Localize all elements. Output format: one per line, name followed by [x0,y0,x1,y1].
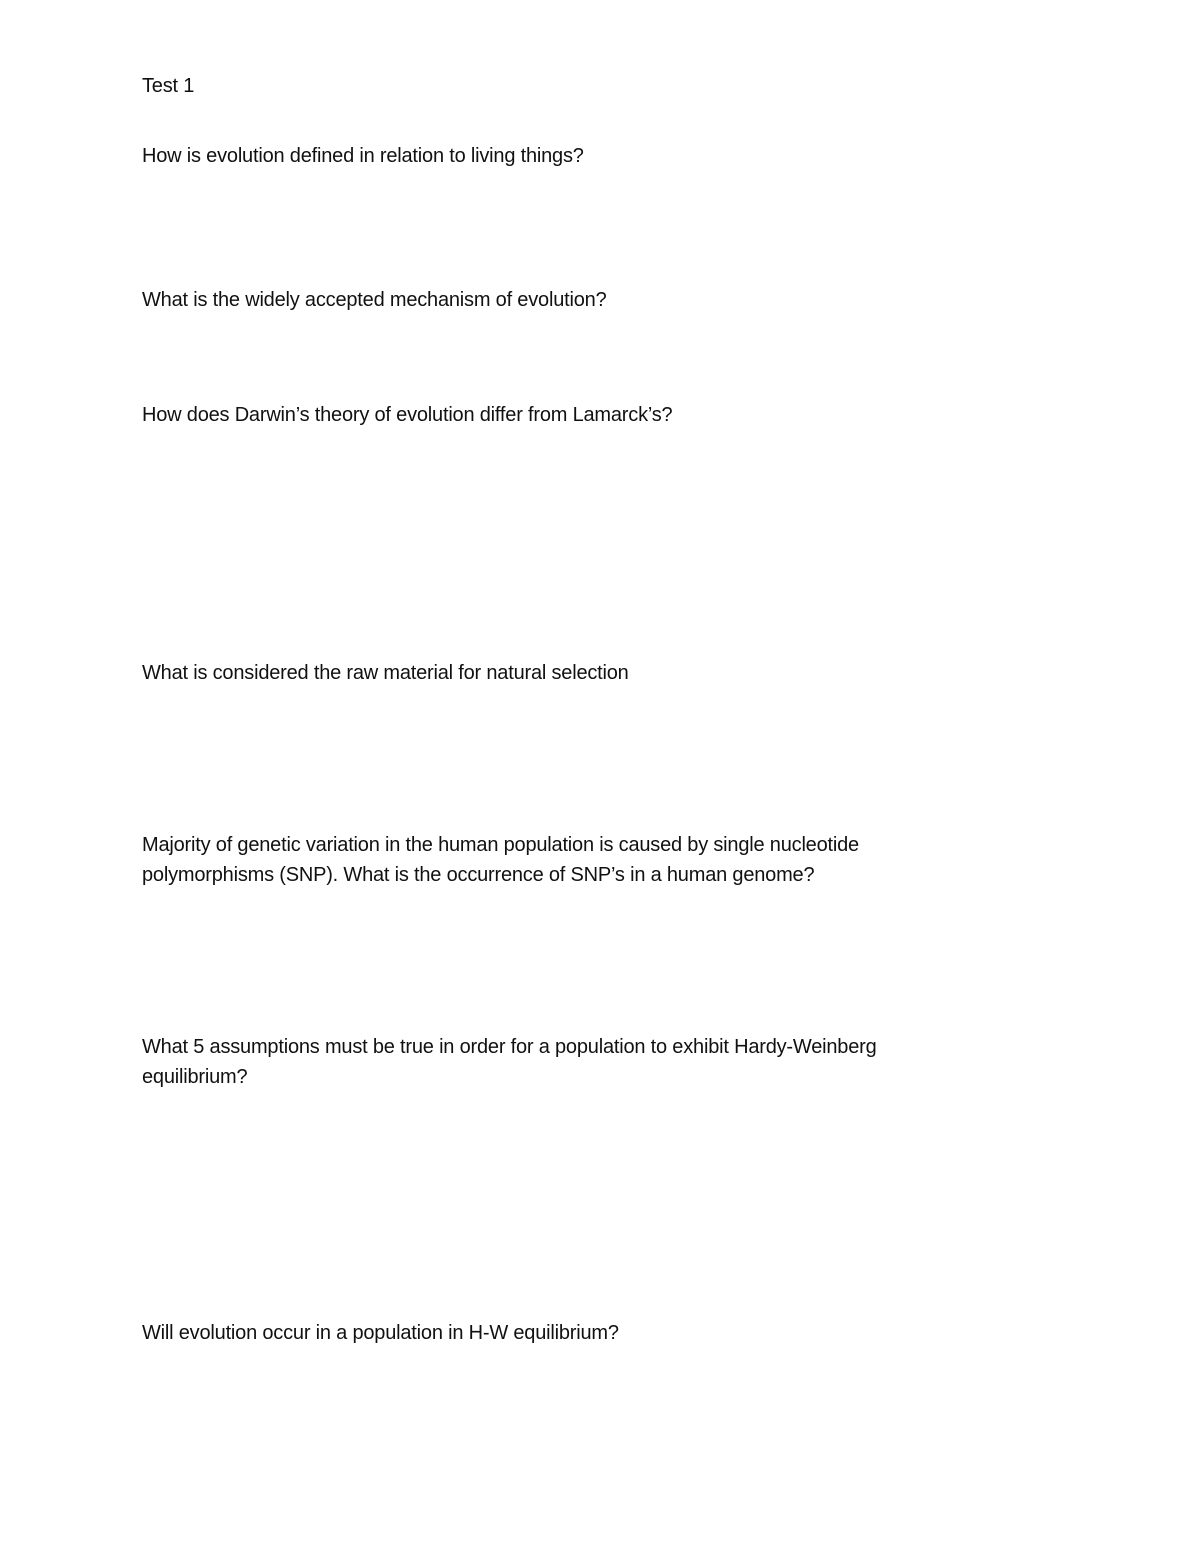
question-2-line-1: What is the widely accepted mechanism of evolution? [142,289,607,311]
question-7 [142,1318,1042,1348]
question-6-line-1: What 5 assumptions must be true in order for a population to exhibit Hardy-Weinberg [142,1036,877,1058]
question-5-line-2: polymorphisms (SNP). What is the occurrence of SNP’s in a human genome? [142,864,815,886]
question-7-line-1: Will evolution occur in a population in H-W equilibrium? [142,1322,619,1344]
question-2 [142,285,1042,315]
question-3 [142,400,1042,430]
document-title: Test 1 [142,75,195,97]
question-5 [142,830,1042,890]
question-3-line-1: How does Darwin’s theory of evolution differ from Lamarck’s? [142,404,673,426]
question-1-line-1: How is evolution defined in relation to living things? [142,145,584,167]
question-4 [142,658,1042,688]
question-4-line-1: What is considered the raw material for natural selection [142,662,629,684]
question-6-line-2: equilibrium? [142,1066,248,1088]
question-5-line-1: Majority of genetic variation in the human population is caused by single nucleotide [142,834,859,856]
question-6 [142,1032,1042,1092]
question-1 [142,141,1042,171]
